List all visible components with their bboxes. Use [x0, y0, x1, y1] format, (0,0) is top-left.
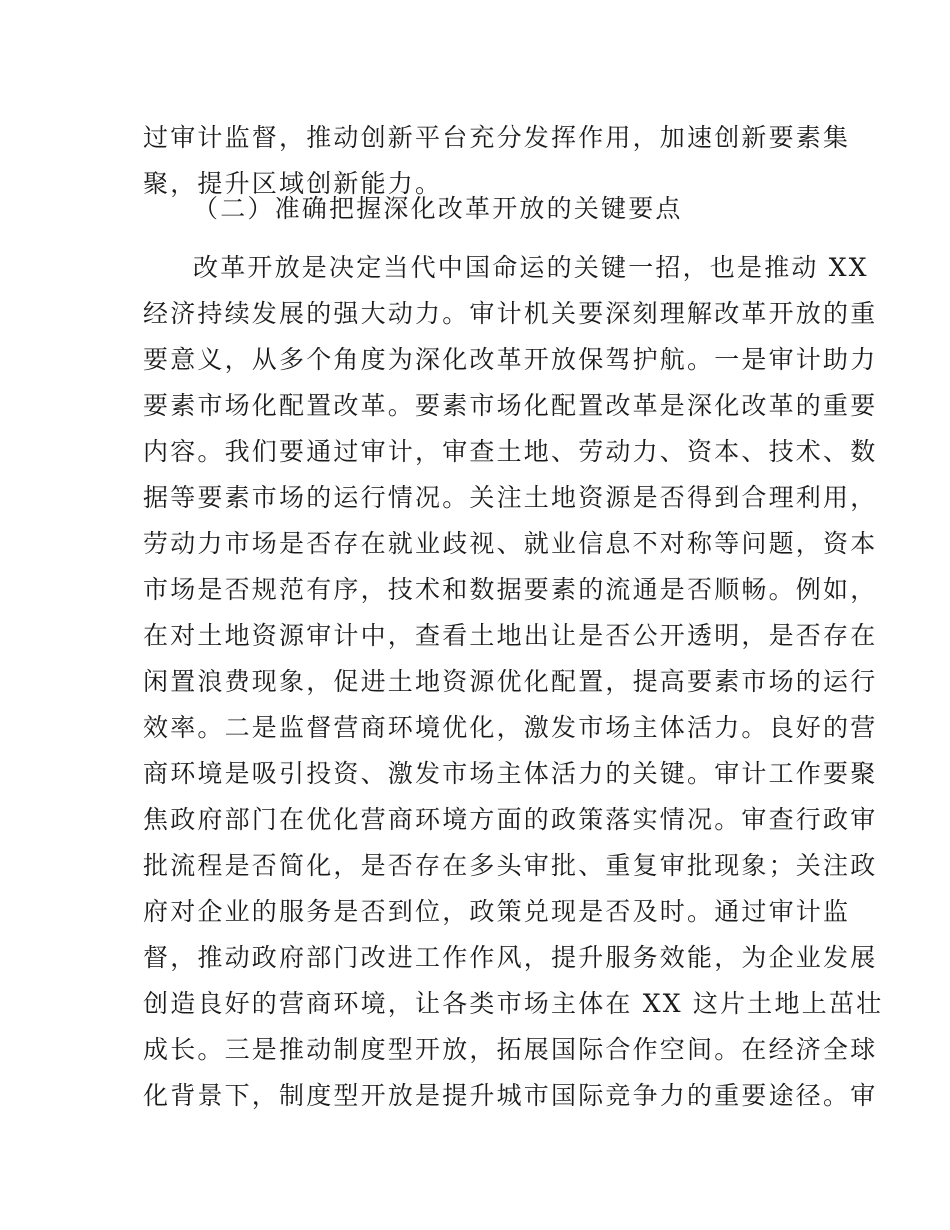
text-line: 要意义，从多个角度为深化改革开放保驾护航。一是审计助力	[143, 345, 878, 374]
paragraph-body	[143, 245, 884, 1119]
text-line: 闲置浪费现象，促进土地资源优化配置，提高要素市场的运行	[143, 667, 878, 696]
text-line: 聚，提升区域创新能力。	[143, 169, 443, 198]
text-line: 劳动力市场是否存在就业歧视、就业信息不对称等问题，资本	[143, 529, 878, 558]
text-line: 化背景下，制度型开放是提升城市国际竞争力的重要途径。审	[143, 1081, 878, 1110]
text-line: 商环境是吸引投资、激发市场主体活力的关键。审计工作要聚	[143, 759, 878, 788]
text-line: 府对企业的服务是否到位，政策兑现是否及时。通过审计监	[143, 897, 851, 926]
text-line: 经济持续发展的强大动力。审计机关要深刻理解改革开放的重	[143, 299, 878, 328]
text-line: 成长。三是推动制度型开放，拓展国际合作空间。在经济全球	[143, 1035, 878, 1064]
text-line: 过审计监督，推动创新平台充分发挥作用，加速创新要素集	[143, 123, 851, 152]
text-line: 改革开放是决定当代中国命运的关键一招，也是推动 XX	[193, 253, 869, 282]
text-line: 市场是否规范有序，技术和数据要素的流通是否顺畅。例如，	[143, 575, 878, 604]
section-heading: （二）准确把握深化改革开放的关键要点	[193, 194, 683, 223]
text-line: 督，推动政府部门改进工作作风，提升服务效能，为企业发展	[143, 943, 878, 972]
text-line: 创造良好的营商环境，让各类市场主体在 XX 这片土地上茁壮	[143, 989, 884, 1018]
text-line: 据等要素市场的运行情况。关注土地资源是否得到合理利用，	[143, 483, 878, 512]
text-line: 在对土地资源审计中，查看土地出让是否公开透明，是否存在	[143, 621, 878, 650]
text-line: 批流程是否简化，是否存在多头审批、重复审批现象；关注政	[143, 851, 878, 880]
text-line: 焦政府部门在优化营商环境方面的政策落实情况。审查行政审	[143, 805, 878, 834]
text-line: 要素市场化配置改革。要素市场化配置改革是深化改革的重要	[143, 391, 878, 420]
text-line: 内容。我们要通过审计，审查土地、劳动力、资本、技术、数	[143, 437, 878, 466]
text-line: 效率。二是监督营商环境优化，激发市场主体活力。良好的营	[143, 713, 878, 742]
